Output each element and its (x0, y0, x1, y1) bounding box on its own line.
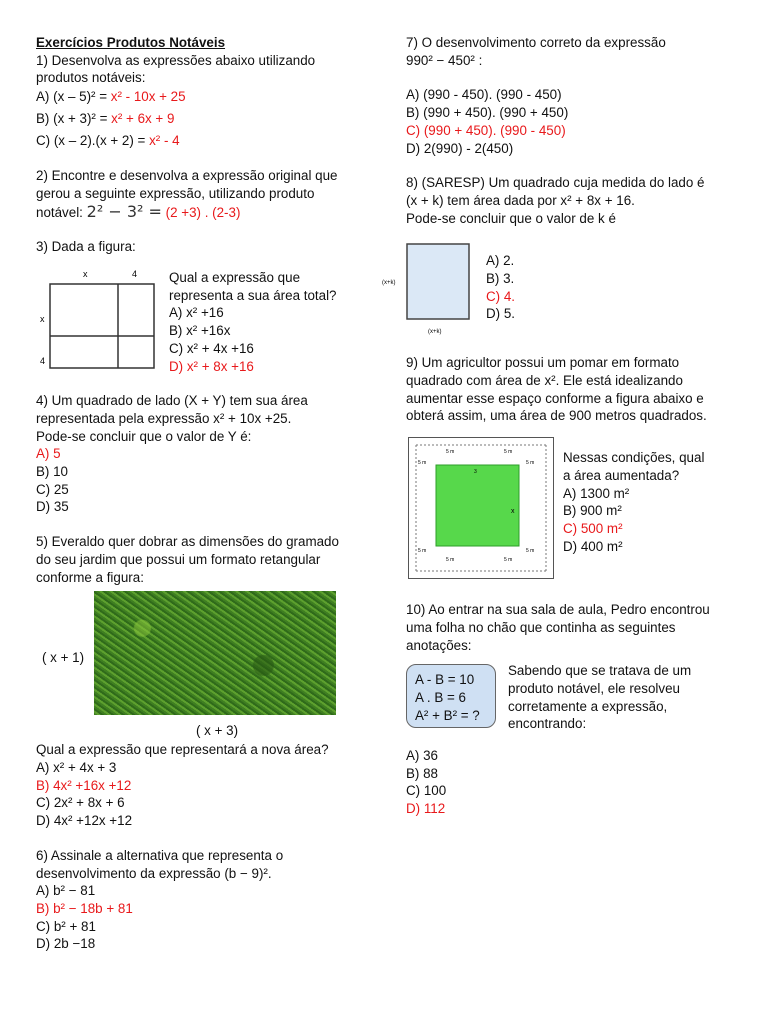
q7-option-c: C) (990 + 450). (990 - 450) (406, 122, 566, 138)
q9-option-d: D) 400 m² (563, 538, 623, 554)
question-2 (36, 167, 366, 221)
question-1 (36, 52, 366, 150)
q7-stem-line: 7) O desenvolvimento correto da expressão (406, 35, 666, 50)
note-line: A - B = 10 (415, 672, 475, 688)
q9-stem-line: aumentar esse espaço conforme a figura abaixo e (406, 390, 704, 406)
q9-label-5m: 5 m (446, 557, 455, 564)
note-line: A² + B² = ? (415, 707, 480, 723)
q9-label-5m: 5 m (526, 460, 535, 467)
lawn-image (94, 591, 336, 715)
q8-option-b: B) 3. (486, 271, 515, 287)
question-8 (382, 174, 736, 337)
q5-stem-line: do seu jardim que possui um formato retangular (36, 551, 321, 567)
right-column (382, 34, 736, 835)
q3-option-c: C) x² + 4x +16 (169, 340, 254, 356)
q3-question-line: Qual a expressão que (169, 270, 301, 286)
q9-label-5m: 5 m (418, 548, 427, 555)
q3-question-block (169, 269, 337, 375)
q8-square-figure (382, 241, 482, 337)
q9-orchard-square (436, 465, 519, 546)
q9-label-5m: 5 m (504, 449, 513, 456)
q4-option-d: D) 35 (36, 499, 69, 515)
lawn-bottom-label: ( x + 3) (196, 723, 239, 739)
lawn-side-label: ( x + 1) (42, 650, 85, 666)
q8-option-c: C) 4. (486, 288, 516, 304)
question-3 (36, 238, 366, 375)
question-4 (36, 392, 366, 516)
q8-options (486, 252, 515, 337)
q10-option-a: A) 36 (406, 748, 439, 764)
fig-label-4-left: 4 (40, 356, 46, 367)
q10-question-block (508, 662, 691, 733)
q10-question-line: encontrando: (508, 716, 587, 732)
q7-stem-line: 990² − 450² : (406, 52, 483, 68)
q3-option-d: D) x² + 8x +16 (169, 358, 254, 374)
q6-stem-line: 6) Assinale a alternativa que representa o (36, 847, 284, 863)
question-5 (36, 533, 366, 830)
q8-option-d: D) 5. (486, 306, 516, 322)
q9-label-x: x (511, 508, 515, 516)
q10-stem-line: 10) Ao entrar na sua sala de aula, Pedro encontrou (406, 602, 710, 618)
q7-option-d: D) 2(990) - 2(450) (406, 140, 514, 156)
q1-item-c: C) (x – 2).(x + 2) = x² - 4 (36, 132, 180, 148)
question-10 (406, 601, 736, 818)
q7-option-b: B) (990 + 450). (990 + 450) (406, 105, 569, 121)
q10-stem-line: anotações: (406, 637, 472, 653)
q8-stem-line: (x + k) tem área dada por x² + 8x + 16. (406, 192, 635, 208)
q8-stem-line: Pode-se concluir que o valor de k é (406, 210, 616, 226)
q5-option-c: C) 2x² + 8x + 6 (36, 795, 125, 811)
q3-question-line: representa a sua área total? (169, 287, 337, 303)
q9-stem-line: obterá assim, uma área de 900 metros quadrados. (406, 408, 707, 424)
q8-bottom-label: (x+k) (428, 329, 442, 336)
q3-option-a: A) x² +16 (169, 305, 224, 321)
q5-option-d: D) 4x² +12x +12 (36, 813, 133, 829)
q7-option-a: A) (990 - 450). (990 - 450) (406, 87, 562, 103)
q5-stem-line: conforme a figura: (36, 569, 144, 585)
q8-square (407, 244, 469, 319)
q3-outer-square (50, 284, 154, 368)
q5-question: Qual a expressão que representará a nova área? (36, 742, 329, 758)
q4-stem-line: 4) Um quadrado de lado (X + Y) tem sua área (36, 393, 308, 409)
q9-orchard-figure (408, 437, 554, 579)
q3-option-b: B) x² +16x (169, 323, 231, 339)
q9-option-c: C) 500 m² (563, 520, 623, 536)
fig-label-x-left: x (40, 314, 45, 325)
q6-option-a: A) b² − 81 (36, 883, 96, 899)
q10-question-line: corretamente a expressão, (508, 698, 668, 714)
q4-stem-line: Pode-se concluir que o valor de Y é: (36, 428, 252, 444)
q1-item-b: B) (x + 3)² = x² + 6x + 9 (36, 110, 175, 126)
q2-stem-line: 2) Encontre e desenvolva a expressão original que (36, 168, 338, 184)
q5-option-a: A) x² + 4x + 3 (36, 759, 117, 775)
q5-lawn-figure (36, 591, 366, 741)
q2-stem-line: gerou a seguinte expressão, utilizando produto (36, 185, 315, 201)
q9-option-b: B) 900 m² (563, 503, 622, 519)
q9-label-5m: 5 m (418, 460, 427, 467)
q10-option-c: C) 100 (406, 783, 447, 799)
q1-stem-line: 1) Desenvolva as expressões abaixo utilizando (36, 52, 316, 68)
left-column (36, 34, 366, 970)
q6-option-d: D) 2b −18 (36, 936, 96, 952)
q8-stem-line: 8) (SARESP) Um quadrado cuja medida do lado é (406, 175, 705, 191)
fig-label-x-top: x (83, 269, 88, 280)
q9-question-line: Nessas condições, qual (563, 450, 705, 466)
q1-item-a: A) (x – 5)² = x² - 10x + 25 (36, 89, 186, 105)
worksheet-title: Exercícios Produtos Notáveis (36, 35, 226, 50)
q10-option-d: D) 112 (406, 801, 446, 817)
q9-stem-line: 9) Um agricultor possui um pomar em formato (406, 355, 680, 371)
q2-expression-line: notável: 2² − 3² = (2 +3) . (2-3) (36, 201, 241, 221)
q1-stem-line: produtos notáveis: (36, 70, 146, 86)
q9-stem-line: quadrado com área de x². Ele está idealizando (406, 373, 683, 389)
q3-square-figure (36, 264, 161, 374)
q8-side-label: (x+k) (382, 280, 396, 287)
q4-option-b: B) 10 (36, 464, 69, 480)
q9-option-a: A) 1300 m² (563, 485, 630, 501)
q9-question-block (563, 449, 704, 579)
q5-option-b: B) 4x² +16x +12 (36, 777, 132, 793)
q2-expression: 2² − 3² = (86, 201, 162, 221)
q4-option-a: A) 5 (36, 446, 61, 462)
q4-stem-line: representada pela expressão x² + 10x +25. (36, 410, 292, 426)
q3-stem: 3) Dada a figura: (36, 239, 136, 255)
q10-note-box (406, 664, 496, 728)
q10-question-line: produto notável, ele resolveu (508, 680, 680, 696)
fig-label-4-top: 4 (132, 269, 138, 280)
q9-label-5m: 5 m (446, 449, 455, 456)
q9-question-line: a área aumentada? (563, 467, 680, 483)
question-9 (406, 354, 736, 579)
q8-option-a: A) 2. (486, 253, 515, 269)
q5-stem-line: 5) Everaldo quer dobrar as dimensões do gramado (36, 534, 339, 550)
q4-option-c: C) 25 (36, 481, 69, 497)
q10-option-b: B) 88 (406, 765, 439, 781)
q6-stem-line: desenvolvimento da expressão (b − 9)². (36, 865, 272, 881)
note-line: A . B = 6 (415, 689, 466, 705)
question-7 (406, 34, 736, 157)
q9-label-5m: 5 m (526, 548, 535, 555)
q6-option-c: C) b² + 81 (36, 918, 96, 934)
question-6 (36, 847, 366, 953)
q6-option-b: B) b² − 18b + 81 (36, 900, 133, 916)
q9-label-top: 3 (474, 469, 477, 476)
q9-label-5m: 5 m (504, 557, 513, 564)
q10-question-line: Sabendo que se tratava de um (508, 663, 692, 679)
q10-stem-line: uma folha no chão que continha as seguintes (406, 619, 676, 635)
